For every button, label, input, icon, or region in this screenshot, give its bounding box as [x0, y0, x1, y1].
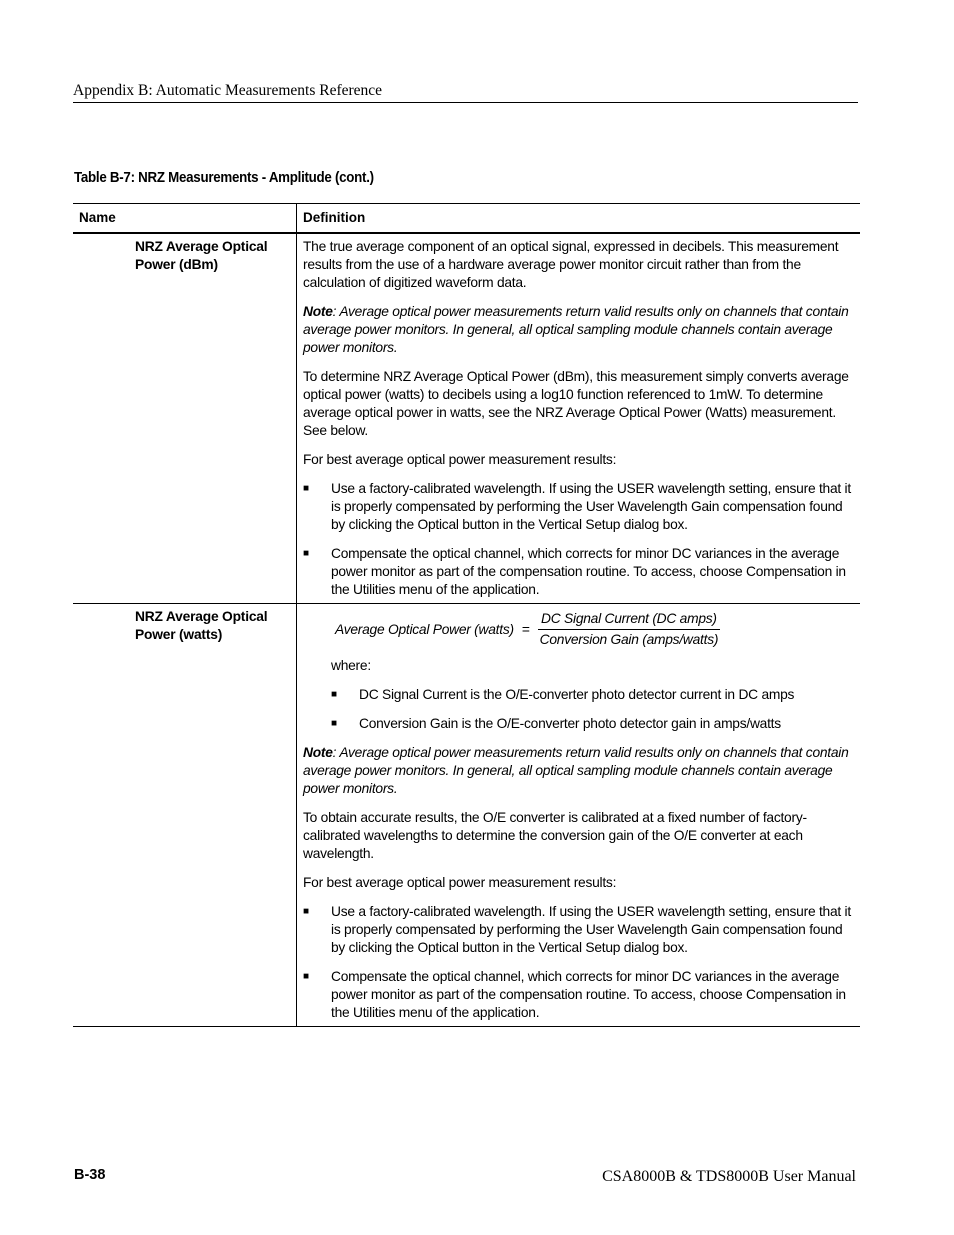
table-row	[73, 234, 860, 604]
table-title: Table B-7: NRZ Measurements - Amplitude (cont.)	[74, 170, 374, 186]
formula-fraction	[538, 610, 721, 649]
definition-paragraph: To determine NRZ Average Optical Power (dBm), this measurement simply converts average optical power (watts) to decibels using a log10 function referenced to 1mW. To determine average optical power in watts, see the NRZ Average Optical Power (Watts) measurement. See below.	[303, 369, 849, 438]
note-label: Note	[303, 745, 333, 760]
list-item	[303, 903, 856, 957]
table-header-row	[73, 204, 860, 234]
list-item-text: Use a factory-calibrated wavelength. If using the USER wavelength setting, ensure that it is properly compensated by performing the User Wavelength Gain compensation found by clicking the Optical button in the Vertical Setup dialog box.	[331, 481, 851, 532]
running-header: Appendix B: Automatic Measurements Reference	[73, 82, 383, 99]
square-bullet-icon: ■	[331, 718, 337, 729]
definition-paragraph: For best average optical power measurement results:	[303, 875, 617, 890]
square-bullet-icon: ■	[303, 971, 309, 982]
definition-paragraph: To obtain accurate results, the O/E converter is calibrated at a fixed number of factory-calibrated wavelengths to determine the conversion gain of the O/E converter at each wavelength.	[303, 810, 807, 861]
list-item	[303, 968, 856, 1022]
formula-denominator: Conversion Gain (amps/watts)	[538, 629, 721, 649]
measurements-table	[73, 203, 860, 1027]
measurement-definition	[297, 604, 860, 1026]
list-item	[331, 686, 856, 704]
manual-title: CSA8000B & TDS8000B User Manual	[602, 1168, 856, 1185]
note-label: Note	[303, 304, 333, 319]
square-bullet-icon: ■	[331, 689, 337, 700]
measurement-definition	[297, 234, 860, 603]
formula-lhs: Average Optical Power (watts)	[335, 621, 514, 637]
list-item-text: Conversion Gain is the O/E-converter photo detector gain in amps/watts	[359, 716, 781, 731]
note-text: : Average optical power measurements return valid results only on channels that contain average power monitors. In general, all optical sampling module channels contain average power monitors.	[303, 304, 849, 355]
list-item-text: Compensate the optical channel, which corrects for minor DC variances in the average power monitor as part of the compensation routine. To access, choose Compensation in the Utilities menu of the application.	[331, 969, 846, 1020]
list-item-text: Use a factory-calibrated wavelength. If using the USER wavelength setting, ensure that it is properly compensated by performing the User Wavelength Gain compensation found by clicking the Optical button in the Vertical Setup dialog box.	[331, 904, 851, 955]
measurement-name-line: Power (watts)	[135, 627, 223, 642]
header-rule	[73, 102, 858, 103]
formula-numerator: DC Signal Current (DC amps)	[541, 611, 717, 626]
measurement-name-line: NRZ Average Optical	[135, 239, 268, 254]
measurement-name	[73, 604, 297, 1026]
column-header-name: Name	[73, 204, 297, 232]
list-item	[303, 545, 856, 599]
note-paragraph	[303, 744, 856, 798]
definition-paragraph: For best average optical power measurement results:	[303, 452, 617, 467]
note-paragraph	[303, 303, 856, 357]
list-item-text: Compensate the optical channel, which corrects for minor DC variances in the average power monitor as part of the compensation routine. To access, choose Compensation in the Utilities menu of the application.	[331, 546, 846, 597]
list-item	[331, 715, 856, 733]
square-bullet-icon: ■	[303, 483, 309, 494]
table-row	[73, 604, 860, 1027]
where-label: where:	[331, 658, 371, 673]
list-item-text: DC Signal Current is the O/E-converter photo detector current in DC amps	[359, 687, 795, 702]
note-text: : Average optical power measurements return valid results only on channels that contain average power monitors. In general, all optical sampling module channels contain average power monitors.	[303, 745, 849, 796]
square-bullet-icon: ■	[303, 548, 309, 559]
list-item	[303, 480, 856, 534]
measurement-name-line: Power (dBm)	[135, 257, 218, 272]
power-formula	[335, 610, 856, 649]
measurement-name-line: NRZ Average Optical	[135, 609, 268, 624]
column-header-definition: Definition	[303, 210, 366, 225]
formula-equals: =	[521, 621, 530, 637]
measurement-name	[73, 234, 297, 603]
definition-paragraph: The true average component of an optical signal, expressed in decibels. This measurement results from the use of a hardware average power monitor circuit rather than from the calculation of digitized waveform data.	[303, 239, 839, 290]
page-number: B-38	[74, 1167, 106, 1183]
square-bullet-icon: ■	[303, 906, 309, 917]
